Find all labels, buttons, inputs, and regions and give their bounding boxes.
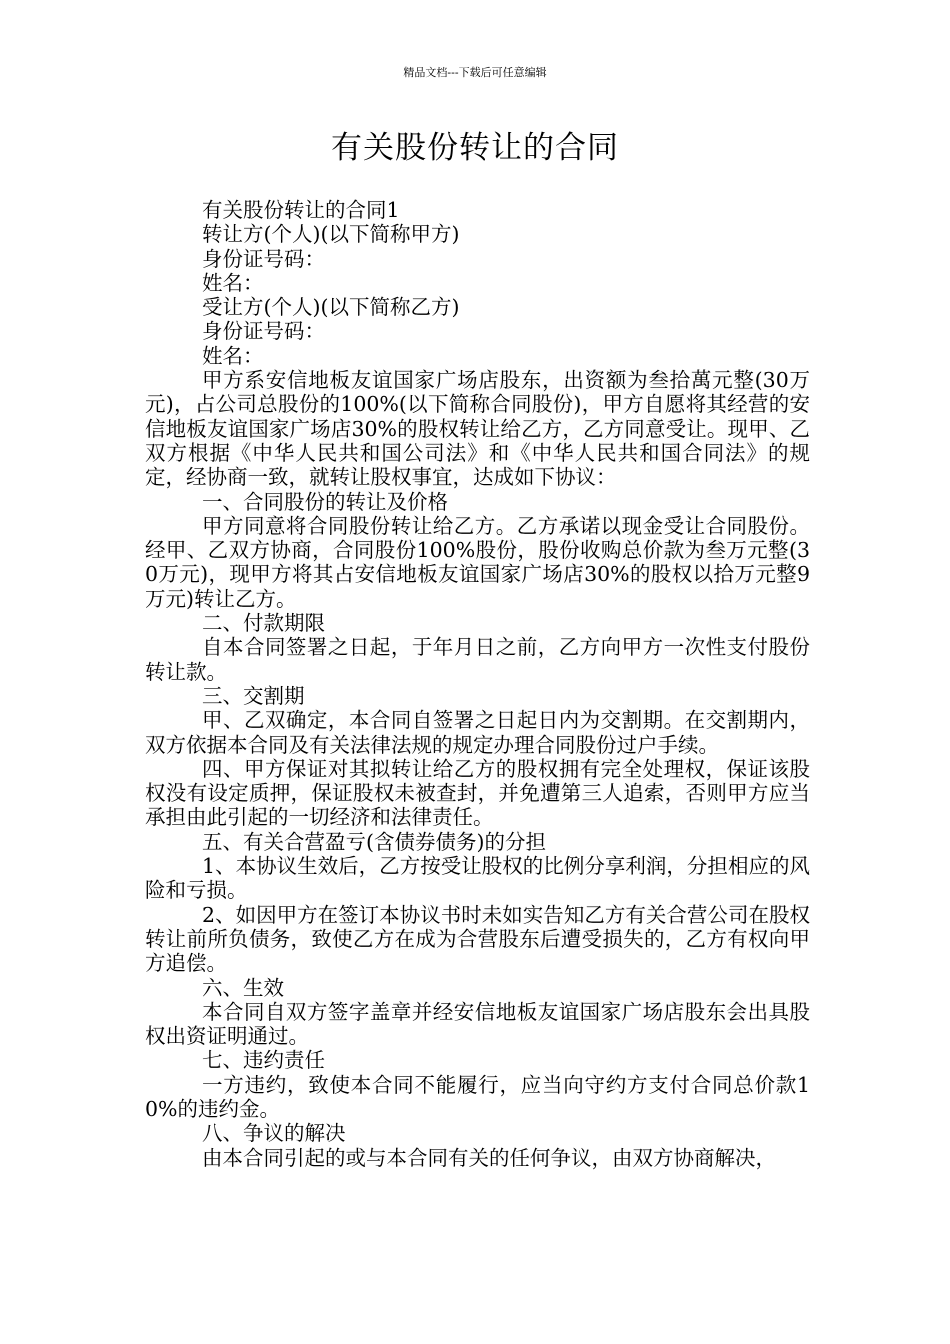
section-5-item-1: 1、本协议生效后，乙方按受让股权的比例分享利润，分担相应的风险和亏损。 [145, 854, 810, 903]
transferor-label: 转让方(个人)(以下简称甲方) [202, 222, 460, 247]
transferor-name-label: 姓名： [202, 270, 264, 295]
section-heading-2: 二、付款期限 [202, 611, 325, 636]
section-heading-5: 五、有关合营盈亏(含债券债务)的分担 [202, 829, 546, 854]
page-header: 精品文档---下载后可任意编辑 [403, 66, 547, 79]
section-body-8: 由本合同引起的或与本合同有关的任何争议，由双方协商解决， [202, 1145, 776, 1170]
transferee-label: 受让方(个人)(以下简称乙方) [202, 295, 460, 320]
section-5-item-2: 2、如因甲方在签订本协议书时未如实告知乙方有关合营公司在股权转让前所负债务，致使乙方在成为合营股东后遭受损失的，乙方有权向甲方追偿。 [145, 902, 810, 976]
section-heading-8: 八、争议的解决 [202, 1121, 346, 1146]
section-body-3: 甲、乙双确定，本合同自签署之日起日内为交割期。在交割期内，双方依据本合同及有关法律法规的规定办理合同股份过户手续。 [145, 708, 810, 757]
transferee-id-label: 身份证号码： [202, 319, 325, 344]
section-heading-1: 一、合同股份的转让及价格 [202, 489, 448, 514]
section-4-paragraph: 四、甲方保证对其拟转让给乙方的股权拥有完全处理权，保证该股权没有设定质押，保证股权未被查封，并免遭第三人追索，否则甲方应当承担由此引起的一切经济和法律责任。 [145, 756, 810, 830]
document-title: 有关股份转让的合同 [331, 130, 619, 166]
contract-subtitle: 有关股份转让的合同1 [202, 198, 400, 222]
section-heading-6: 六、生效 [202, 975, 284, 1000]
preamble-paragraph: 甲方系安信地板友谊国家广场店股东，出资额为叁拾萬元整(30万元)，占公司总股份的100%(以下简称合同股份)，甲方自愿将其经营的安信地板友谊国家广场店30%的股权转让给乙方，乙方同意受让。现甲、乙双方根据《中华人民共和国公司法》和《中华人民共和国合同法》的规定，经协商一致，就转让股权事宜，达成如下协议： [145, 368, 810, 490]
section-body-7: 一方违约，致使本合同不能履行，应当向守约方支付合同总价款10%的违约金。 [145, 1072, 810, 1121]
section-body-2: 自本合同签署之日起，于年月日之前，乙方向甲方一次性支付股份转让款。 [145, 635, 810, 684]
section-body-1: 甲方同意将合同股份转让给乙方。乙方承诺以现金受让合同股份。经甲、乙双方协商，合同股份100%股份，股份收购总价款为叁万元整(30万元)，现甲方将其占安信地板友谊国家广场店30%的股权以拾万元整9万元)转让乙方。 [145, 513, 810, 611]
section-heading-3: 三、交割期 [202, 683, 305, 708]
section-body-6: 本合同自双方签字盖章并经安信地板友谊国家广场店股东会出具股权出资证明通过。 [145, 999, 810, 1049]
document-body [145, 198, 810, 1170]
transferor-id-label: 身份证号码： [202, 246, 325, 271]
section-heading-7: 七、违约责任 [202, 1048, 325, 1073]
transferee-name-label: 姓名： [202, 343, 264, 368]
